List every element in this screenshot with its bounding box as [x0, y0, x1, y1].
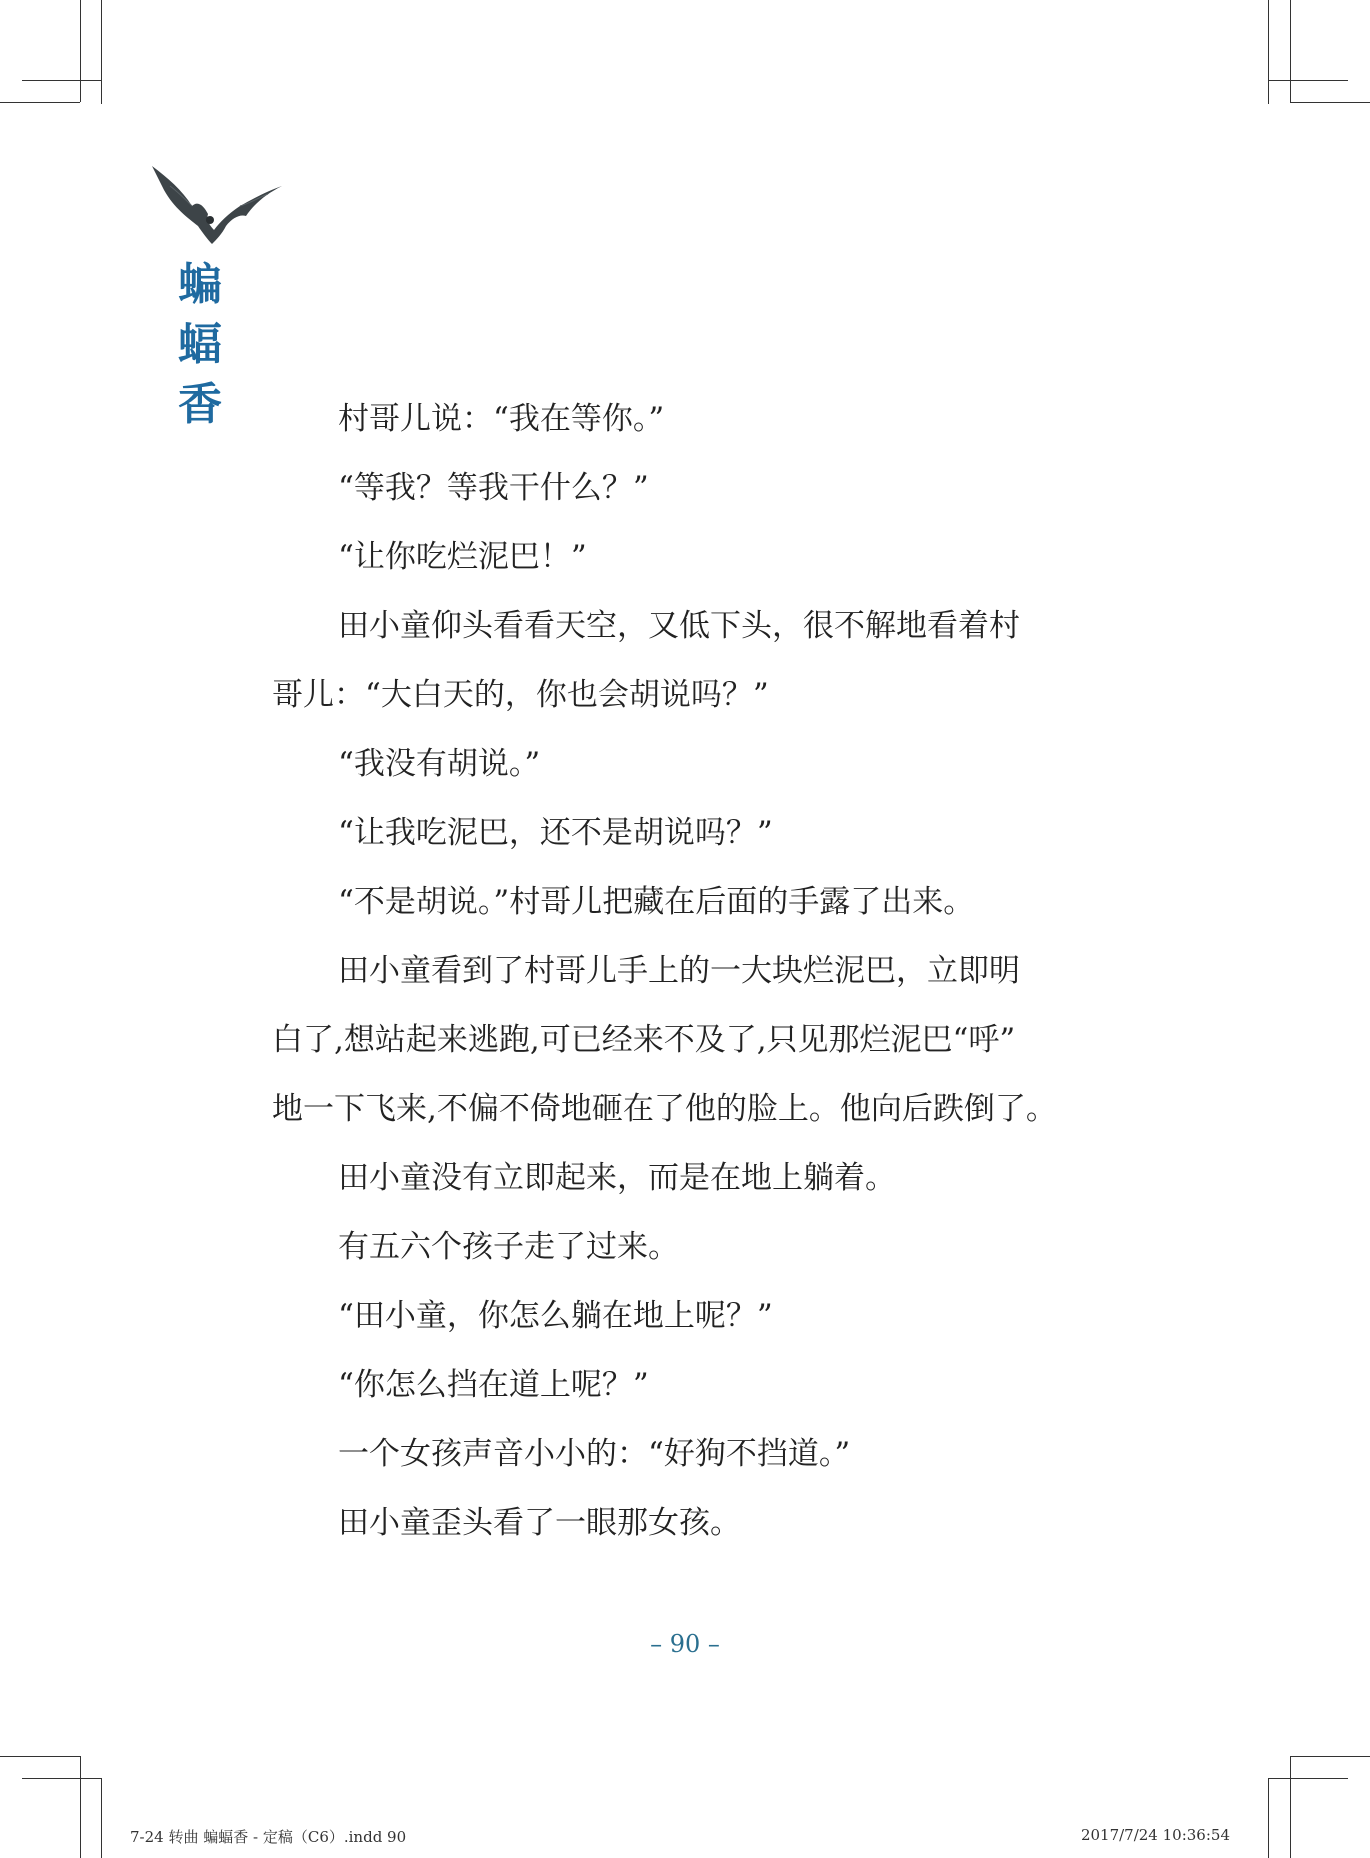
crop-mark	[1290, 1756, 1370, 1757]
paragraph: “让我吃泥巴，还不是胡说吗？”	[338, 815, 773, 851]
paragraph: 地一下飞来,不偏不倚地砸在了他的脸上。他向后跌倒了。	[272, 1091, 1057, 1127]
paragraph: “让你吃烂泥巴！”	[338, 539, 587, 575]
body-text	[272, 385, 1072, 1558]
paragraph: “我没有胡说。”	[338, 746, 541, 782]
paragraph: 田小童歪头看了一眼那女孩。	[338, 1505, 741, 1541]
paragraph: 有五六个孩子走了过来。	[338, 1229, 679, 1265]
crop-mark	[1290, 1756, 1291, 1858]
paragraph: “你怎么挡在道上呢？”	[338, 1367, 649, 1403]
title-char: 蝠	[178, 319, 222, 370]
crop-mark	[101, 1778, 102, 1858]
crop-mark	[1290, 102, 1370, 103]
crop-mark	[80, 0, 81, 102]
paragraph: 田小童看到了村哥儿手上的一大块烂泥巴，立即明	[338, 953, 1020, 989]
crop-mark	[22, 80, 101, 81]
title-char: 蝙	[178, 259, 222, 310]
crop-mark	[1268, 80, 1348, 81]
crop-mark	[22, 1778, 101, 1779]
paragraph: “田小童，你怎么躺在地上呢？”	[338, 1298, 773, 1334]
paragraph: 哥儿：“大白天的，你也会胡说吗？”	[272, 677, 769, 713]
paragraph: 田小童仰头看看天空，又低下头，很不解地看着村	[338, 608, 1020, 644]
page-number: – 90 –	[650, 1630, 720, 1658]
crop-mark	[0, 1756, 80, 1757]
paragraph: 白了,想站起来逃跑,可已经来不及了,只见那烂泥巴“呼”	[272, 1022, 1016, 1058]
paragraph: 田小童没有立即起来，而是在地上躺着。	[338, 1160, 896, 1196]
paragraph: 一个女孩声音小小的：“好狗不挡道。”	[338, 1436, 851, 1472]
crop-mark	[0, 102, 80, 103]
crop-mark	[1290, 0, 1291, 102]
paragraph: “不是胡说。”村哥儿把藏在后面的手露了出来。	[338, 884, 975, 920]
crop-mark	[1268, 1778, 1269, 1858]
crop-mark	[101, 0, 102, 104]
title-char: 香	[178, 379, 222, 430]
timestamp: 2017/7/24 10:36:54	[1080, 1826, 1230, 1844]
crop-mark	[80, 1756, 81, 1858]
paragraph: “等我？等我干什么？”	[338, 470, 649, 506]
crop-mark	[1268, 1778, 1348, 1779]
crop-mark	[1268, 0, 1269, 104]
bat-icon	[148, 160, 284, 256]
paragraph: 村哥儿说：“我在等你。”	[338, 401, 665, 437]
chapter-title	[170, 255, 230, 435]
file-slug: 7-24 转曲 蝙蝠香 - 定稿（C6）.indd 90	[130, 1828, 407, 1846]
